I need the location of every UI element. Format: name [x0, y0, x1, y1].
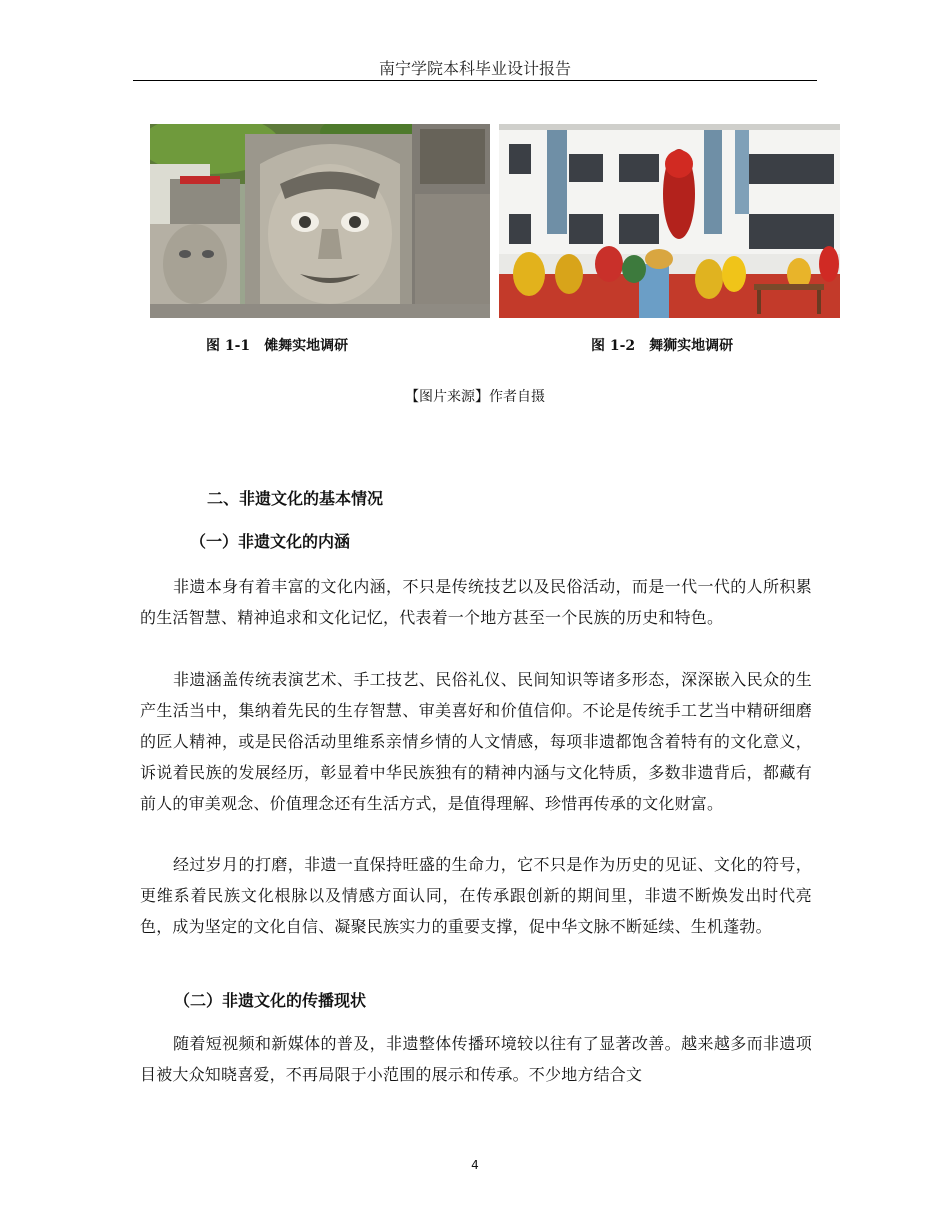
page-number: 4 — [471, 1158, 479, 1172]
figure-caption-2: 图 1-2 舞狮实地调研 — [591, 338, 734, 354]
subsection-heading-2: （二）非遗文化的传播现状 — [174, 991, 367, 1010]
paragraph: 经过岁月的打磨，非遗一直保持旺盛的生命力，它不只是作为历史的见证、文化的符号，更维系着民族文化根脉以及情感方面认同，在传承跟创新的期间里，非遗不断焕发出时代亮色，成为坚定的文化自信、凝聚民族实力的重要支撑，促中华文脉不断延续、生机蓬勃。 — [140, 855, 812, 936]
subsection-heading-1: （一）非遗文化的内涵 — [190, 532, 351, 551]
stone-nuo-masks-photo — [150, 124, 490, 318]
paragraph: 非遗本身有着丰富的文化内涵，不只是传统技艺以及民俗活动，而是一代一代的人所积累的生活智慧、精神追求和文化记忆，代表着一个地方甚至一个民族的历史和特色。 — [140, 577, 812, 627]
header-rule — [133, 80, 817, 81]
lion-dance-courtyard-photo — [499, 124, 840, 318]
figure-source-note: 【图片来源】作者自摄 — [405, 389, 545, 405]
section-heading: 二、非遗文化的基本情况 — [207, 489, 384, 508]
running-header: 南宁学院本科毕业设计报告 — [378, 59, 571, 78]
figure-caption-1: 图 1-1 傩舞实地调研 — [206, 338, 349, 354]
paragraph: 随着短视频和新媒体的普及，非遗整体传播环境较以往有了显著改善。越来越多而非遗项目被大众知晓喜爱，不再局限于小范围的展示和传承。不少地方结合文 — [140, 1034, 812, 1084]
paragraph: 非遗涵盖传统表演艺术、手工技艺、民俗礼仪、民间知识等诸多形态，深深嵌入民众的生产生活当中，集纳着先民的生存智慧、审美喜好和价值信仰。不论是传统手工艺当中精研细磨的匠人精神，或是民俗活动里维系亲情乡情的人文情感，每项非遗都饱含着特有的文化意义，诉说着民族的发展经历，彰显着中华民族独有的精神内涵与文化特质，多数非遗背后，都藏有前人的审美观念、价值理念还有生活方式，是值得理解、珍惜再传承的文化财富。 — [140, 670, 812, 813]
